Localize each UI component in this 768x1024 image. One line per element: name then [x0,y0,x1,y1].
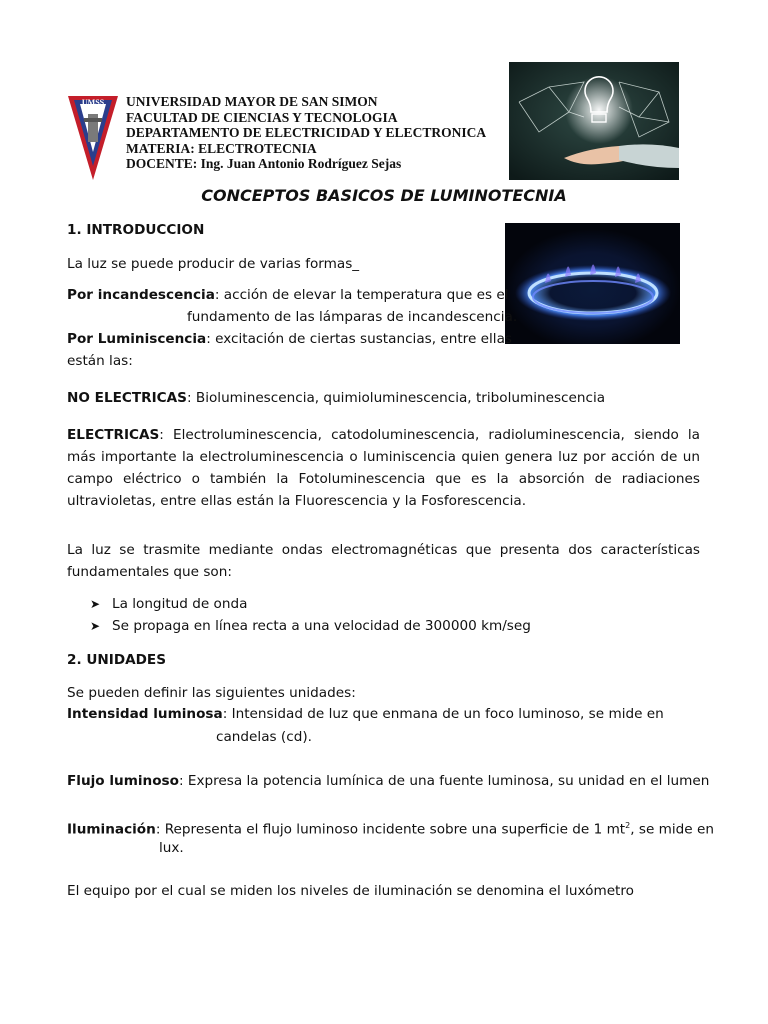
electric-text: : Electroluminescencia, catodoluminescencia, radioluminescencia, siendo la más importante la electroluminescencia o luminiscencia quien genera luz por acción de un campo eléctrico o también la Fotoluminescencia que es la absorción de radiaciones ultravioletas, entre ellas están la Fluorescencia y la Fosforescencia. [67,427,700,509]
non-electric-line [67,387,605,409]
luminescence-text: : excitación de ciertas sustancias, entre ellas [206,331,512,347]
bullet-list [90,593,531,637]
illumination-label: Iluminación [67,821,156,838]
units-intro: Se pueden definir las siguientes unidades: [67,685,356,701]
illumination-text-end: , se mide en [630,821,714,838]
header-subject: MATERIA: ELECTROTECNIA [126,140,317,156]
list-item: ➤ Se propaga en línea recta a una velocidad de 300000 km/seg [90,615,531,637]
arrow-bullet-icon: ➤ [90,597,101,611]
section-heading-introduccion: 1. INTRODUCCION [67,222,205,238]
intensity-line-2: candelas (cd). [216,729,312,745]
intensity-line-1 [67,703,664,725]
header-department: DEPARTAMENTO DE ELECTRICIDAD Y ELECTRONICA [126,125,487,140]
flux-line [67,770,709,792]
non-electric-text: : Bioluminescencia, quimioluminescencia, triboluminescencia [186,390,606,406]
incandescence-text: : acción de elevar la temperatura que es el [214,287,509,303]
header-university: UNIVERSIDAD MAYOR DE SAN SIMON [126,94,378,109]
svg-text:UMSS: UMSS [81,98,105,107]
lightbulb-hand-image [509,62,679,180]
luminescence-label: Por Luminiscencia [67,331,207,347]
luminescence-line-2: están las: [67,353,133,369]
waves-paragraph: La luz se trasmite mediante ondas electromagnéticas que presenta dos características fundamentales que son: [67,542,700,580]
luminescence-line-1 [67,328,512,350]
list-item: ➤ La longitud de onda [90,593,531,615]
incandescence-label: Por incandescencia [67,287,215,303]
luxometer-line: El equipo por el cual se miden los niveles de iluminación se denomina el luxómetro [67,883,634,899]
gas-flame-image [505,223,680,344]
header-teacher: DOCENTE: Ing. Juan Antonio Rodríguez Sejas [126,156,402,171]
header-block [126,94,486,172]
header-faculty: FACULTAD DE CIENCIAS Y TECNOLOGIA [126,109,398,125]
non-electric-label: NO ELECTRICAS [67,390,187,406]
flux-text: : Expresa la potencia lumínica de una fuente luminosa, su unidad en el lumen [178,773,710,789]
arrow-bullet-icon: ➤ [90,619,101,633]
illumination-superscript: 2 [625,821,631,830]
intro-paragraph: La luz se puede producir de varias formas_ [67,256,360,272]
intensity-text: : Intensidad de luz que enmana de un foco luminoso, se mide en [222,706,664,722]
university-logo [66,94,120,182]
illumination-line-2: lux. [159,840,184,856]
incandescence-line-1 [67,284,508,306]
page-title: CONCEPTOS BASICOS DE LUMINOTECNIA [201,186,567,205]
flux-label: Flujo luminoso [67,773,179,789]
incandescence-line-2: fundamento de las lámparas de incandescencia. [187,309,518,325]
illumination-text: : Representa el flujo luminoso incidente sobre una superficie de 1 mt [155,821,626,838]
section-heading-unidades: 2. UNIDADES [67,652,166,668]
electric-label: ELECTRICAS [67,427,160,443]
electric-paragraph [67,424,700,512]
intensity-label: Intensidad luminosa [67,706,223,722]
